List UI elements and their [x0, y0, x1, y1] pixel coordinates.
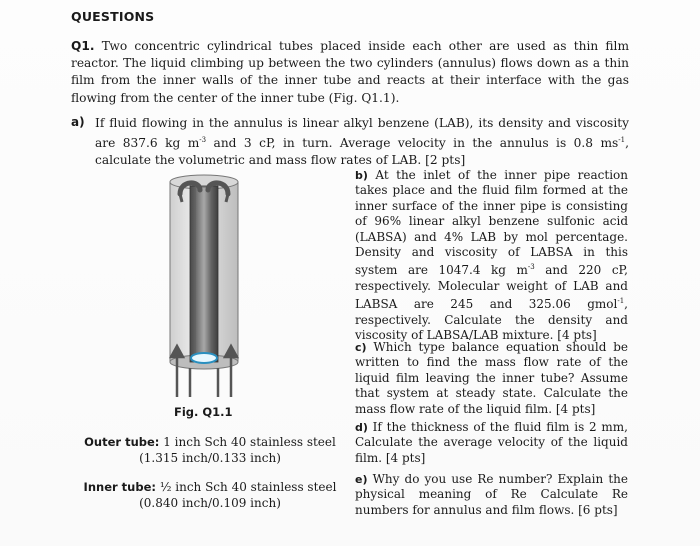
question-1-label: Q1. — [71, 39, 95, 53]
part-e-body: Why do you use Re number? Explain the physical meaning of Re Calculate Re numbers for annulus and film flows. [6 pts] — [355, 472, 628, 517]
part-d-letter: d) — [355, 421, 368, 434]
question-1-intro — [71, 38, 629, 107]
part-d-text — [355, 420, 628, 466]
part-a-exp-2: -1 — [618, 136, 626, 145]
part-a-text-2: and 3 cP, in turn. Average velocity in the annulus is 0.8 ms — [206, 136, 619, 151]
part-a-text — [95, 115, 629, 170]
outer-tube-spec: 1 inch Sch 40 stainless steel — [159, 435, 336, 449]
part-c-letter: c) — [355, 341, 367, 354]
inner-tube-description — [75, 480, 345, 511]
part-e-letter: e) — [355, 473, 368, 486]
part-a-letter: a) — [71, 115, 85, 129]
part-e-text — [355, 472, 628, 518]
outer-tube-description — [75, 435, 345, 466]
part-b-text-2: and 220 cP, respectively. Molecular weight of LAB and LABSA are 245 and 325.06 gmol — [355, 263, 628, 312]
part-b-letter: b) — [355, 169, 368, 182]
question-1-text: Two concentric cylindrical tubes placed inside each other are used as thin film reactor. The liquid climbing up between the two cylinders (annulus) flows down as a thin film from the inner walls of the inner tube and reacts at their interface with the gas flowing from the center of the inner tube (Fig. Q1.1). — [71, 39, 630, 105]
inner-tube-spec: ½ inch Sch 40 stainless steel — [156, 480, 337, 494]
inner-tube-dims: (0.840 inch/0.109 inch) — [139, 495, 281, 510]
outer-tube-label: Outer tube: — [84, 435, 160, 449]
part-b-text-3: , respectively. Calculate the density and viscosity of LABSA/LAB mixture. [4 pts] — [355, 297, 628, 343]
part-a-text-3: , calculate the volumetric and mass flow rates of LAB. [2 pts] — [95, 136, 629, 168]
part-a-text-1: If fluid flowing in the annulus is linear alkyl benzene (LAB), its density and viscosity are 837.6 kg m — [95, 116, 629, 151]
part-b-text-1: At the inlet of the inner pipe reaction takes place and the fluid film formed at the inner surface of the inner pipe is consisting of 96% linear alkyl benzene sulfonic acid (LABSA) and 4% LAB by mol percentage. Density and viscosity of LABSA in this system are 1047.4 kg m — [355, 168, 628, 278]
part-b-text — [355, 168, 628, 343]
page-heading: QUESTIONS — [71, 9, 155, 24]
outer-tube-dims: (1.315 inch/0.133 inch) — [139, 450, 281, 465]
part-c-text — [355, 340, 628, 417]
part-c-body: Which type balance equation should be written to find the mass flow rate of the liquid film leaving the inner tube? Assume that system at steady state. Calculate the mass flow rate of the liquid film. [4 pts] — [355, 340, 628, 416]
outer-tube-line-1 — [75, 435, 345, 451]
inner-tube-core — [196, 188, 212, 358]
inner-tube-line-1 — [75, 480, 345, 496]
figure-label: Fig. Q1.1 — [174, 405, 233, 419]
tube-figure — [160, 172, 250, 404]
part-a-exp-1: -3 — [199, 136, 207, 145]
inner-tube-inlet — [191, 353, 217, 363]
inner-tube-label: Inner tube: — [83, 480, 156, 494]
part-b-exp-2: -1 — [617, 297, 625, 306]
part-d-body: If the thickness of the fluid film is 2 mm, Calculate the average velocity of the liquid film. [4 pts] — [355, 420, 628, 465]
part-b-exp-1: -3 — [527, 263, 535, 272]
